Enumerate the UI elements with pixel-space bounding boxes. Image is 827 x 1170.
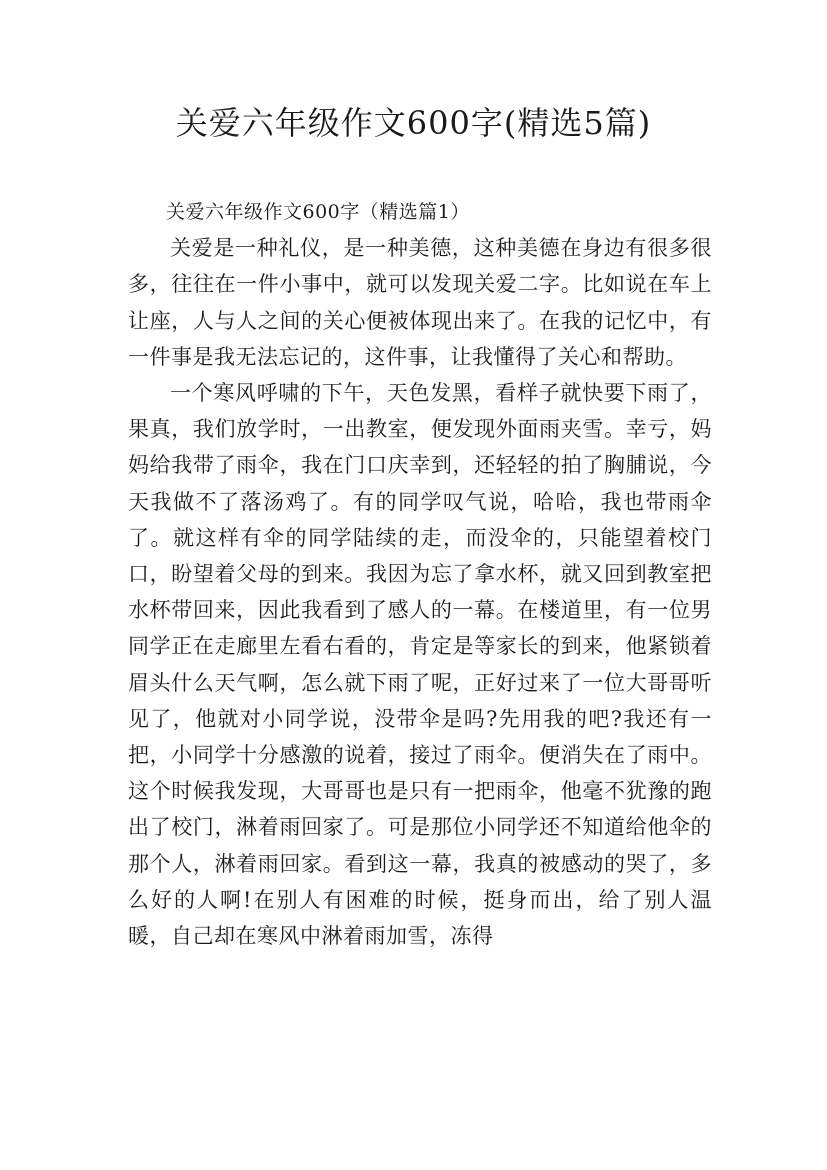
paragraph-1: 关爱是一种礼仪，是一种美德，这种美德在身边有很多很多，往往在一件小事中，就可以发现关爱二字。比如说在车上让座，人与人之间的关心便被体现出来了。在我的记忆中，有一件事是我无法忘记的，这件事，让我懂得了关心和帮助。	[128, 236, 712, 369]
paragraph-2: 一个寒风呼啸的下午，天色发黑，看样子就快要下雨了，果真，我们放学时，一出教室，便发现外面雨夹雪。幸亏，妈妈给我带了雨伞，我在门口庆幸到，还轻轻的拍了胸脯说，今天我做不了落汤鸡了。有的同学叹气说，哈哈，我也带雨伞了。就这样有伞的同学陆续的走，而没伞的，只能望着校门口，盼望着父母的到来。我因为忘了拿水杯，就又回到教室把水杯带回来，因此我看到了感人的一幕。在楼道里，有一位男同学正在走廊里左看右看的，肯定是等家长的到来，他紧锁着眉头什么天气啊，怎么就下雨了呢，正好过来了一位大哥哥听见了，他就对小同学说，没带伞是吗?先用我的吧?我还有一把，小同学十分感激的说着，接过了雨伞。便消失在了雨中。这个时候我发现，大哥哥也是只有一把雨伞，他毫不犹豫的跑出了校门，淋着雨回家了。可是那位小同学还不知道给他伞的那个人，淋着雨回家。看到这一幕，我真的被感动的哭了，多么好的人啊!在别人有困难的时候，挺身而出，给了别人温暖，自己却在寒风中淋着雨加雪，冻得	[128, 381, 712, 949]
section-heading: 关爱六年级作文600字（精选篇1）	[166, 201, 470, 223]
document-body	[128, 194, 712, 954]
document-title: 关爱六年级作文600字(精选5篇)	[175, 104, 652, 142]
